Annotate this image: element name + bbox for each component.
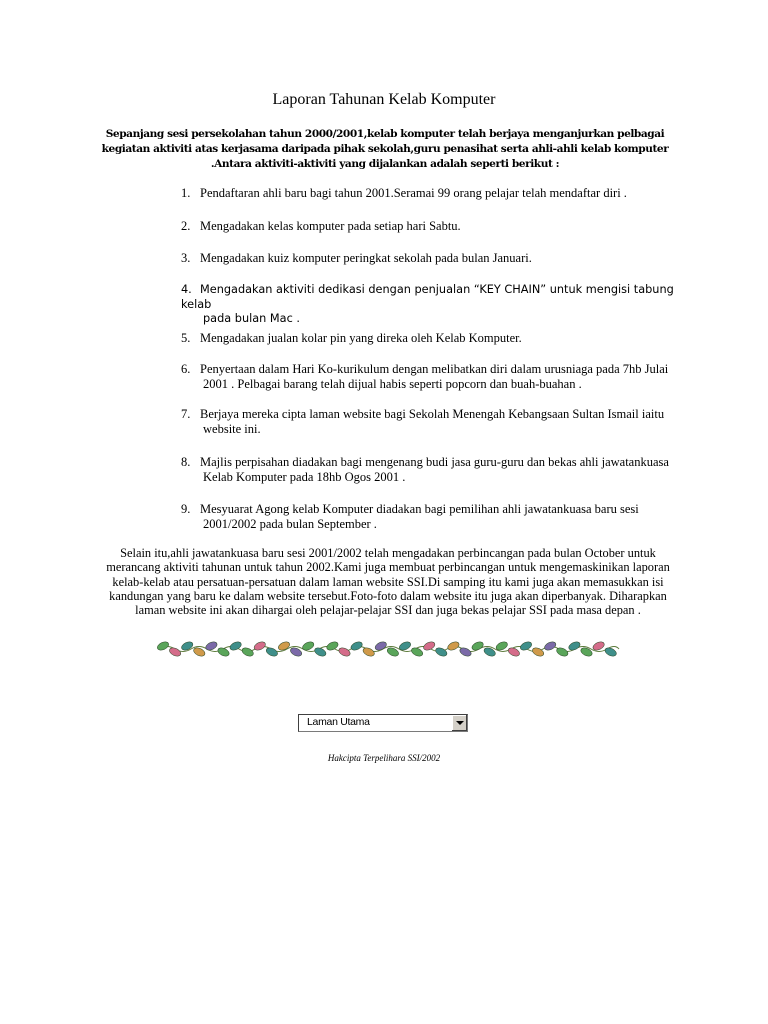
list-item bbox=[181, 219, 681, 234]
item-text: Mesyuarat Agong kelab Komputer diadakan bagi pemilihan ahli jawatankuasa baru sesi bbox=[200, 502, 639, 516]
leaf-icon bbox=[543, 640, 557, 652]
leaf-icon bbox=[471, 640, 485, 652]
leaf-icon bbox=[241, 646, 255, 658]
leaf-icon bbox=[446, 640, 460, 652]
leaf-icon bbox=[157, 640, 170, 652]
list-item bbox=[181, 407, 681, 436]
list-item bbox=[181, 502, 681, 531]
leaf-icon bbox=[313, 646, 327, 658]
leaf-icon bbox=[350, 640, 364, 652]
list-item bbox=[181, 283, 681, 327]
list-item bbox=[181, 251, 681, 266]
item-text: Mengadakan kuiz komputer peringkat sekolah pada bulan Januari. bbox=[200, 251, 532, 265]
item-text: Berjaya mereka cipta laman website bagi Sekolah Menengah Kebangsaan Sultan Ismail iaitu bbox=[200, 407, 665, 421]
leaf-icon bbox=[531, 646, 545, 658]
item-number: 6. bbox=[181, 362, 191, 376]
item-text: Pendaftaran ahli baru bagi tahun 2001.Seramai 99 orang pelajar telah mendaftar diri . bbox=[200, 186, 627, 200]
item-text: Majlis perpisahan diadakan bagi mengenang budi jasa guru-guru dan bekas ahli jawatankuasa bbox=[200, 455, 669, 469]
item-text: Mengadakan aktiviti dedikasi dengan penjualan “KEY CHAIN” untuk mengisi tabung kelab bbox=[181, 283, 674, 311]
item-number: 2. bbox=[181, 219, 191, 233]
nav-dropdown[interactable] bbox=[298, 714, 468, 732]
item-number: 3. bbox=[181, 251, 191, 265]
item-text: Mengadakan kelas komputer pada setiap hari Sabtu. bbox=[200, 219, 461, 233]
page-title: Laporan Tahunan Kelab Komputer bbox=[272, 91, 496, 108]
closing-line: kandungan yang baru ke dalam website tersebut.Foto-foto dalam website itu juga akan diperbanyak. Diharapkan bbox=[109, 588, 667, 603]
list-item bbox=[181, 362, 681, 391]
item-number: 5. bbox=[181, 331, 191, 345]
leaf-icon bbox=[519, 640, 533, 652]
item-number: 9. bbox=[181, 502, 191, 516]
closing-paragraph bbox=[92, 546, 684, 617]
leaf-icon bbox=[374, 640, 388, 652]
item-text: Mengadakan jualan kolar pin yang direka oleh Kelab Komputer. bbox=[200, 331, 522, 345]
leaf-icon bbox=[434, 646, 448, 658]
closing-line: Selain itu,ahli jawatankuasa baru sesi 2001/2002 telah mengadakan perbincangan pada bulan October untuk bbox=[120, 546, 656, 560]
item-number: 4. bbox=[181, 283, 192, 296]
leaf-icon bbox=[483, 646, 497, 658]
closing-line: kelab-kelab atau persatuan-persatuan dalam laman website SSI.Di samping itu kami juga akan memasukkan isi bbox=[112, 574, 664, 589]
item-number: 7. bbox=[181, 407, 191, 421]
item-text-continued: 2001 . Pelbagai barang telah dijual habis seperti popcorn dan buah-buahan . bbox=[203, 376, 582, 391]
item-text-continued: 2001/2002 pada bulan September . bbox=[203, 516, 377, 531]
leaf-icon bbox=[180, 640, 194, 652]
item-text-continued: Kelab Komputer pada 18hb Ogos 2001 . bbox=[203, 469, 406, 484]
leaf-icon bbox=[217, 646, 231, 658]
leaf-icon bbox=[604, 646, 618, 658]
chevron-down-icon[interactable] bbox=[451, 715, 467, 731]
item-text: Penyertaan dalam Hari Ko-kurikulum dengan melibatkan diri dalam urusniaga pada 7hb Julai bbox=[200, 362, 669, 376]
list-item bbox=[181, 331, 681, 346]
item-number: 8. bbox=[181, 455, 191, 469]
closing-line: laman website ini akan dihargai oleh pelajar-pelajar SSI dan juga bekas pelajar SSI pada masa depan . bbox=[135, 603, 641, 618]
intro-paragraph: Sepanjang sesi persekolahan tahun 2000/2001,kelab komputer telah berjaya menganjurkan pelbagai kegiatan aktiviti atas kerjasama daripada pihak sekolah,guru penasihat serta ahli-ahli kelab komputer .Antara aktiviti-aktiviti yang dijalankan adalah seperti berikut : bbox=[101, 128, 669, 170]
leaf-icon bbox=[580, 646, 594, 658]
leaf-icon bbox=[265, 646, 279, 658]
leaf-icon bbox=[253, 640, 267, 652]
leaf-icon bbox=[410, 646, 424, 658]
leaf-icon bbox=[168, 646, 182, 658]
leaf-border-divider bbox=[157, 640, 621, 658]
leaf-icon bbox=[338, 646, 352, 658]
leaf-icon bbox=[204, 640, 218, 652]
copyright-footer: Hakcipta Terpelihara SSI/2002 bbox=[327, 753, 441, 763]
leaf-icon bbox=[301, 640, 315, 652]
nav-dropdown-value: Laman Utama bbox=[307, 716, 370, 728]
list-item bbox=[181, 186, 681, 201]
list-item bbox=[181, 455, 681, 484]
leaf-icon bbox=[277, 640, 291, 652]
item-number: 1. bbox=[181, 186, 191, 200]
item-text-continued: pada bulan Mac . bbox=[203, 312, 300, 325]
leaf-icon bbox=[567, 640, 581, 652]
item-text-continued: website ini. bbox=[203, 421, 261, 436]
closing-line: merancang aktiviti tahunan untuk tahun 2002.Kami juga membuat perbincangan untuk mengemaskinikan laporan bbox=[106, 560, 670, 575]
leaf-icon bbox=[507, 646, 521, 658]
